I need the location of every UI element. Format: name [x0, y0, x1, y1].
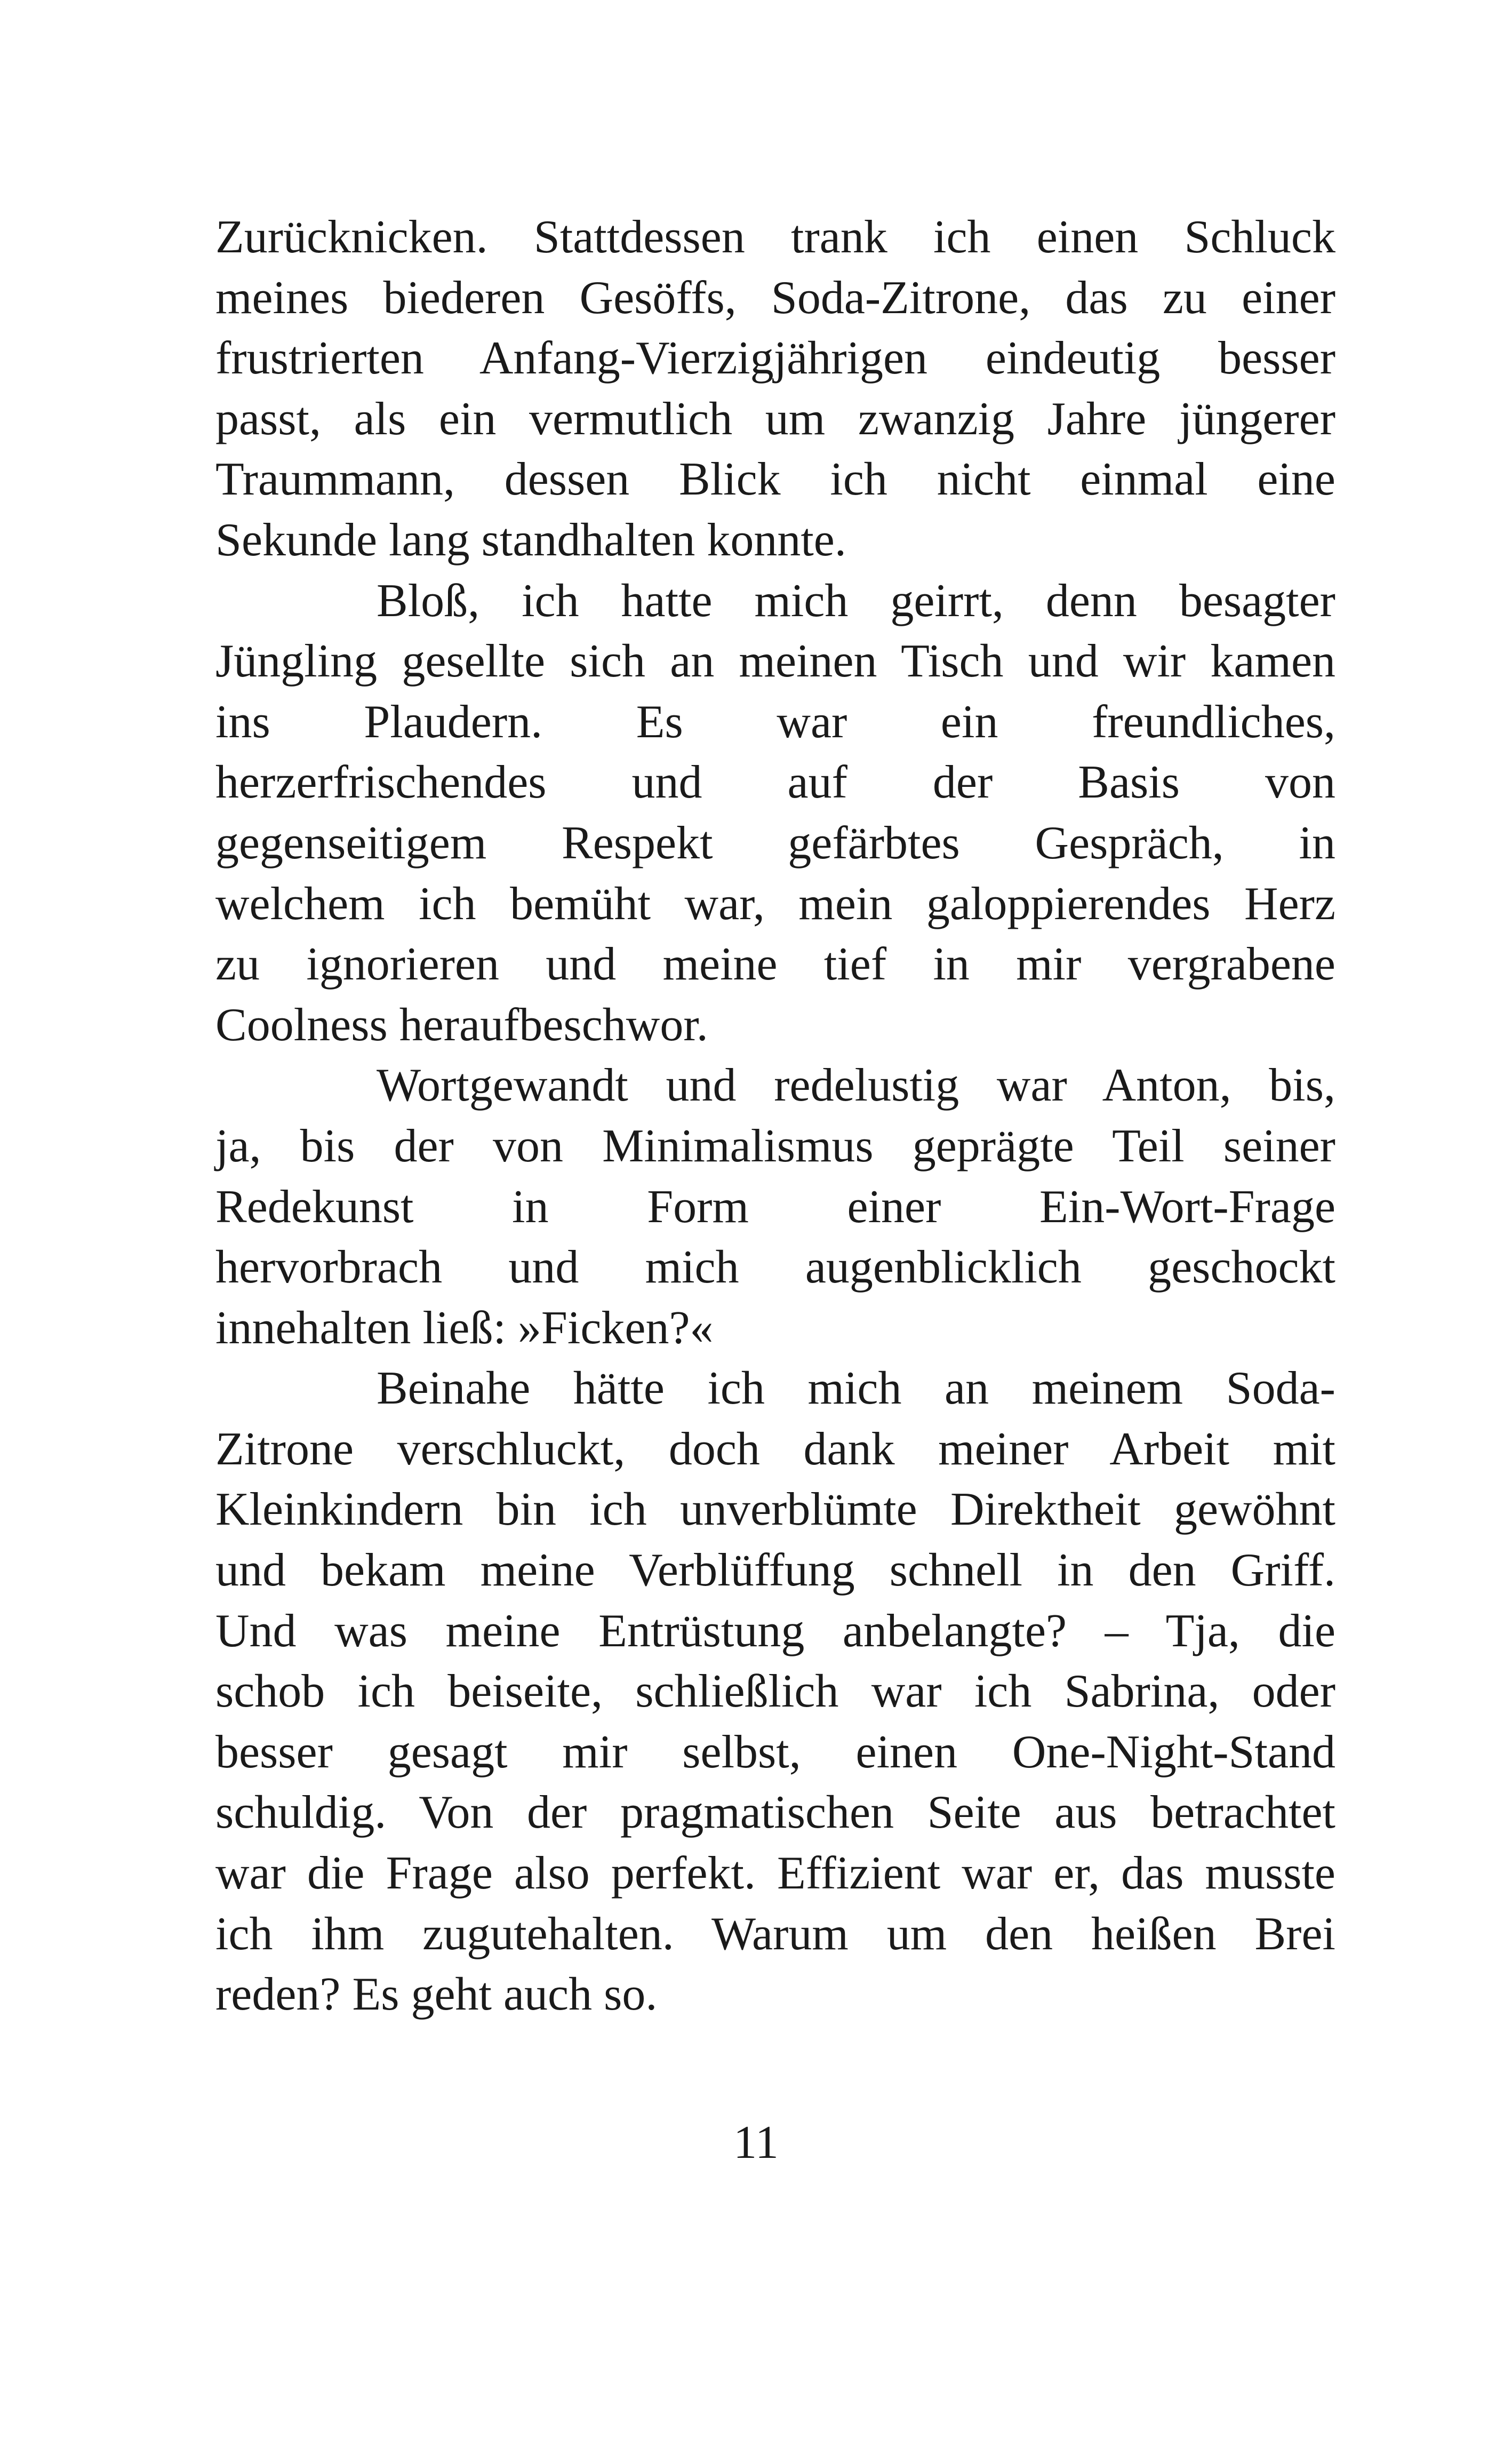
text-line: reden? Es geht auch so.	[215, 1968, 658, 2021]
paragraph	[215, 1358, 1335, 2025]
text-line: Und was meine Entrüstung anbelangte? – Tja, die	[215, 1605, 1335, 1657]
text-line: Zitrone verschluckt, doch dank meiner Arbeit mit	[215, 1423, 1335, 1475]
text-line: und bekam meine Verblüffung schnell in den Griff.	[215, 1544, 1335, 1597]
text-line: ich ihm zugutehalten. Warum um den heißen Brei	[215, 1908, 1335, 1960]
text-line: war die Frage also perfekt. Effizient war er, das musste	[215, 1847, 1335, 1900]
text-line: Sekunde lang standhalten konnte.	[215, 514, 846, 566]
text-line: Kleinkindern bin ich unverblümte Direktheit gewöhnt	[215, 1484, 1335, 1536]
text-line: Traummann, dessen Blick ich nicht einmal eine	[215, 453, 1335, 506]
text-line: Zurücknicken. Stattdessen trank ich einen Schluck	[215, 211, 1335, 263]
text-line: hervorbrach und mich augenblicklich geschockt	[215, 1241, 1335, 1294]
page-number: 11	[733, 2117, 779, 2169]
text-line: Beinahe hätte ich mich an meinem Soda-	[377, 1362, 1335, 1415]
text-line: besser gesagt mir selbst, einen One-Night-Stand	[215, 1726, 1335, 1778]
text-line: gegenseitigem Respekt gefärbtes Gespräch, in	[215, 817, 1335, 869]
paragraph	[215, 1055, 1335, 1358]
text-line: meines biederen Gesöffs, Soda-Zitrone, das zu einer	[215, 272, 1335, 324]
text-line: Jüngling gesellte sich an meinen Tisch und wir kamen	[215, 635, 1335, 688]
text-line: herzerfrischendes und auf der Basis von	[215, 756, 1335, 809]
text-line: innehalten ließ: »Ficken?«	[215, 1302, 714, 1354]
text-line: Wortgewandt und redelustig war Anton, bis,	[377, 1059, 1335, 1112]
text-line: welchem ich bemüht war, mein galoppierendes Herz	[215, 878, 1335, 930]
paragraph	[215, 571, 1335, 1056]
text-line: passt, als ein vermutlich um zwanzig Jahre jüngerer	[215, 393, 1335, 445]
text-line: ja, bis der von Minimalismus geprägte Teil seiner	[215, 1120, 1335, 1172]
text-line: Bloß, ich hatte mich geirrt, denn besagter	[377, 575, 1335, 627]
text-line: frustrierten Anfang-Vierzigjährigen eindeutig besser	[215, 332, 1335, 385]
text-line: Redekunst in Form einer Ein-Wort-Frage	[215, 1181, 1335, 1233]
text-line: Coolness heraufbeschwor.	[215, 999, 708, 1051]
body-text	[215, 207, 1335, 2025]
text-line: zu ignorieren und meine tief in mir vergrabene	[215, 938, 1335, 991]
text-line: schob ich beiseite, schließlich war ich Sabrina, oder	[215, 1665, 1335, 1718]
text-line: ins Plaudern. Es war ein freundliches,	[215, 696, 1335, 748]
text-line: schuldig. Von der pragmatischen Seite aus betrachtet	[215, 1787, 1335, 1839]
paragraph	[215, 207, 1335, 571]
